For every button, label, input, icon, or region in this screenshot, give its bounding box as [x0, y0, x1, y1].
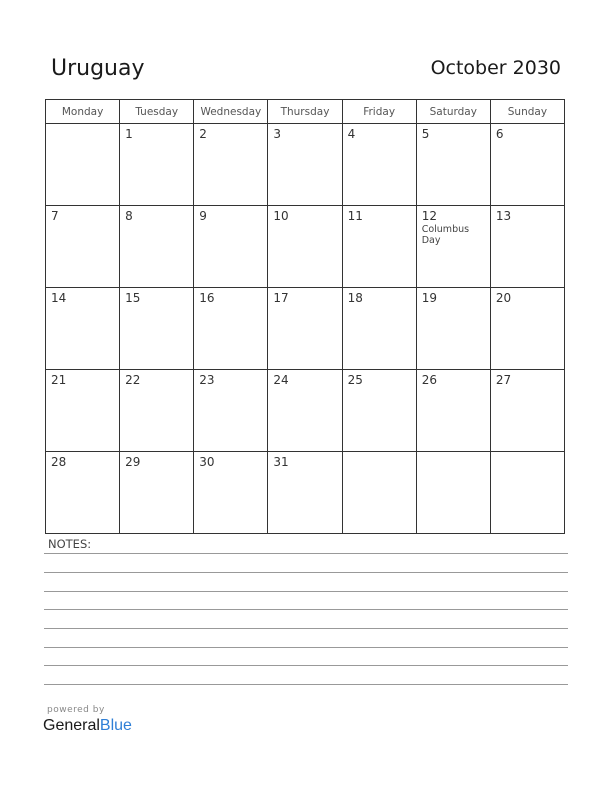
- day-cell: [416, 288, 490, 370]
- notes-line: [44, 684, 568, 685]
- day-cell: [46, 452, 120, 534]
- week-row: [46, 288, 565, 370]
- day-number: 14: [51, 291, 67, 305]
- day-number: 30: [199, 455, 215, 469]
- day-cell: [46, 124, 120, 206]
- notes-line: [44, 665, 568, 666]
- calendar-grid: [45, 99, 565, 534]
- day-cell: [120, 288, 194, 370]
- day-number: 24: [273, 373, 289, 387]
- day-cell: [120, 370, 194, 452]
- day-cell: [490, 370, 564, 452]
- day-number: 15: [125, 291, 141, 305]
- country-title: Uruguay: [51, 56, 145, 81]
- weekday-monday: Monday: [46, 100, 120, 124]
- day-number: 21: [51, 373, 67, 387]
- day-number: 20: [495, 291, 512, 305]
- day-cell: [490, 288, 564, 370]
- day-number: 25: [347, 373, 363, 387]
- day-number: 4: [347, 127, 356, 141]
- notes-line: [44, 647, 568, 648]
- day-cell: [194, 124, 268, 206]
- day-number: 22: [125, 373, 141, 387]
- week-row: [46, 370, 565, 452]
- logo-blue-text: Blue: [99, 717, 132, 734]
- day-number: 13: [495, 209, 512, 223]
- weekday-sunday: Sunday: [490, 100, 564, 124]
- weekday-saturday: Saturday: [416, 100, 490, 124]
- notes-line: [44, 609, 568, 610]
- day-number: 9: [199, 209, 207, 223]
- day-number: 8: [125, 209, 133, 223]
- day-cell: [120, 124, 194, 206]
- day-number: 27: [495, 373, 512, 387]
- notes-line: [44, 572, 568, 573]
- day-cell: [342, 288, 416, 370]
- weekday-friday: Friday: [342, 100, 416, 124]
- day-cell: [120, 452, 194, 534]
- day-cell: [416, 206, 490, 288]
- day-cell: [416, 124, 490, 206]
- day-number: 7: [51, 209, 59, 223]
- month-year-title: October 2030: [430, 57, 561, 79]
- day-number: 2: [199, 127, 207, 141]
- notes-line: [44, 628, 568, 629]
- day-cell: [490, 452, 564, 534]
- notes-label: NOTES:: [48, 537, 92, 551]
- day-number: 16: [199, 291, 215, 305]
- day-number: 23: [199, 373, 215, 387]
- day-cell: [490, 206, 564, 288]
- day-cell: [46, 288, 120, 370]
- day-number: 10: [273, 209, 289, 223]
- day-number: 26: [421, 373, 437, 387]
- day-cell: [342, 124, 416, 206]
- day-number: 19: [421, 291, 437, 305]
- day-number: 31: [273, 455, 289, 469]
- day-cell: [342, 206, 416, 288]
- day-number: 3: [273, 127, 282, 141]
- week-row: [46, 452, 565, 534]
- day-number: 29: [125, 455, 141, 469]
- day-cell: [416, 452, 490, 534]
- day-cell: [46, 206, 120, 288]
- weekday-thursday: Thursday: [268, 100, 342, 124]
- logo-general-text: General: [43, 717, 100, 734]
- weekday-tuesday: Tuesday: [120, 100, 194, 124]
- day-cell: [194, 288, 268, 370]
- day-cell: [120, 206, 194, 288]
- generalblue-logo[interactable]: [43, 717, 132, 735]
- day-cell: [416, 370, 490, 452]
- powered-by-text: powered by: [47, 705, 105, 715]
- holiday-label: Columbus Day: [421, 224, 470, 246]
- day-cell: [194, 370, 268, 452]
- day-cell: [342, 370, 416, 452]
- week-row: [46, 124, 565, 206]
- day-cell: [46, 370, 120, 452]
- day-number: 17: [273, 291, 289, 305]
- week-row: [46, 206, 565, 288]
- day-cell: [194, 452, 268, 534]
- day-cell: [268, 124, 342, 206]
- day-number: 12: [421, 209, 437, 223]
- notes-line: [44, 553, 568, 554]
- weekday-header-row: [46, 100, 565, 124]
- day-number: 28: [51, 455, 67, 469]
- day-cell: [268, 206, 342, 288]
- day-cell: [490, 124, 564, 206]
- day-number: 1: [125, 127, 133, 141]
- day-number: 11: [347, 209, 363, 223]
- day-number: 18: [347, 291, 363, 305]
- notes-line: [44, 591, 568, 592]
- day-cell: [268, 452, 342, 534]
- day-cell: [342, 452, 416, 534]
- weekday-wednesday: Wednesday: [194, 100, 268, 124]
- day-number: 6: [495, 127, 504, 141]
- day-cell: [268, 288, 342, 370]
- day-cell: [194, 206, 268, 288]
- day-number: 5: [421, 127, 430, 141]
- day-cell: [268, 370, 342, 452]
